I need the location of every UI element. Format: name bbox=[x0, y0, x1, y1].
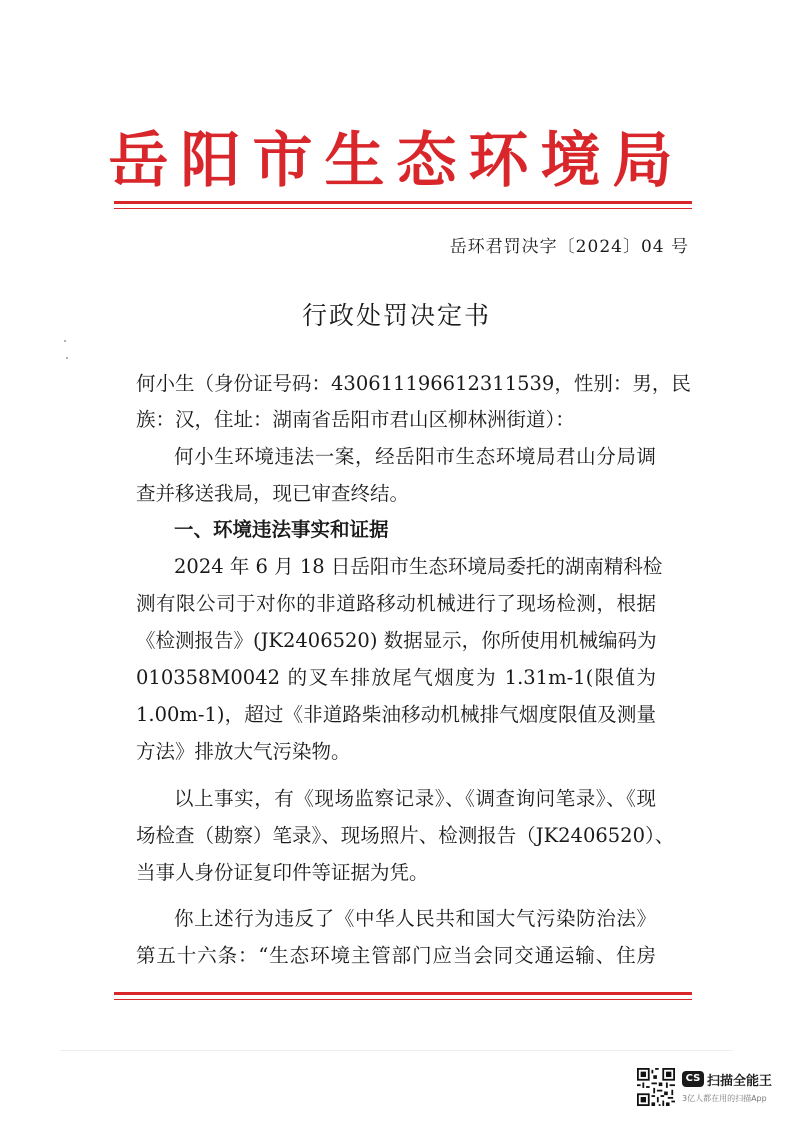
qr-code-icon bbox=[637, 1068, 675, 1106]
header-rule-thin bbox=[114, 208, 692, 209]
page-bottom-line bbox=[60, 1050, 733, 1051]
footer-rule-thin bbox=[114, 999, 692, 1000]
scanner-app-tagline: 3亿人都在用的扫描App bbox=[682, 1094, 767, 1103]
body-line: 1.00m-1)，超过《非道路柴油移动机械排气烟度限值及测量 bbox=[136, 703, 656, 726]
document-number: 岳环君罚决字〔2024〕04 号 bbox=[449, 237, 689, 257]
body-line: 当事人身份证复印件等证据为凭。 bbox=[136, 861, 429, 884]
section-heading: 一、环境违法事实和证据 bbox=[174, 518, 389, 541]
header-rule-thick bbox=[114, 201, 692, 204]
footer-rule-thick bbox=[114, 992, 692, 995]
document-title: 行政处罚决定书 bbox=[301, 301, 491, 330]
body-line: 何小生（身份证号码：430611196612311539，性别：男，民 bbox=[136, 372, 691, 395]
body-line: 《检测报告》(JK2406520) 数据显示，你所使用机械编码为 bbox=[136, 629, 657, 652]
scan-speck bbox=[66, 357, 68, 359]
body-line: 010358M0042 的叉车排放尾气烟度为 1.31m-1(限值为 bbox=[136, 666, 656, 689]
body-line: 2024 年 6 月 18 日岳阳市生态环境局委托的湖南精科检 bbox=[174, 555, 663, 578]
body-line: 你上述行为违反了《中华人民共和国大气污染防治法》 bbox=[174, 907, 656, 930]
scan-speck bbox=[64, 340, 66, 342]
body-line: 方法》排放大气污染物。 bbox=[136, 740, 351, 763]
body-line: 何小生环境违法一案，经岳阳市生态环境局君山分局调 bbox=[174, 445, 656, 468]
body-line: 场检查（勘察）笔录》、现场照片、检测报告（JK2406520）、 bbox=[136, 824, 675, 847]
body-line: 查并移送我局，现已审查终结。 bbox=[136, 482, 410, 505]
body-line: 第五十六条：“生态环境主管部门应当会同交通运输、住房 bbox=[136, 944, 656, 967]
body-line: 测有限公司于对你的非道路移动机械进行了现场检测，根据 bbox=[136, 592, 656, 615]
org-letterhead: 岳阳市生态环境局 bbox=[108, 126, 685, 196]
scanner-app-name: 扫描全能王 bbox=[707, 1074, 773, 1089]
body-line: 以上事实，有《现场监察记录》、《调查询问笔录》、《现 bbox=[174, 787, 656, 810]
body-line: 族：汉，住址：湖南省岳阳市君山区柳林洲街道）： bbox=[136, 408, 575, 431]
camscanner-logo-icon: CS bbox=[682, 1071, 704, 1087]
